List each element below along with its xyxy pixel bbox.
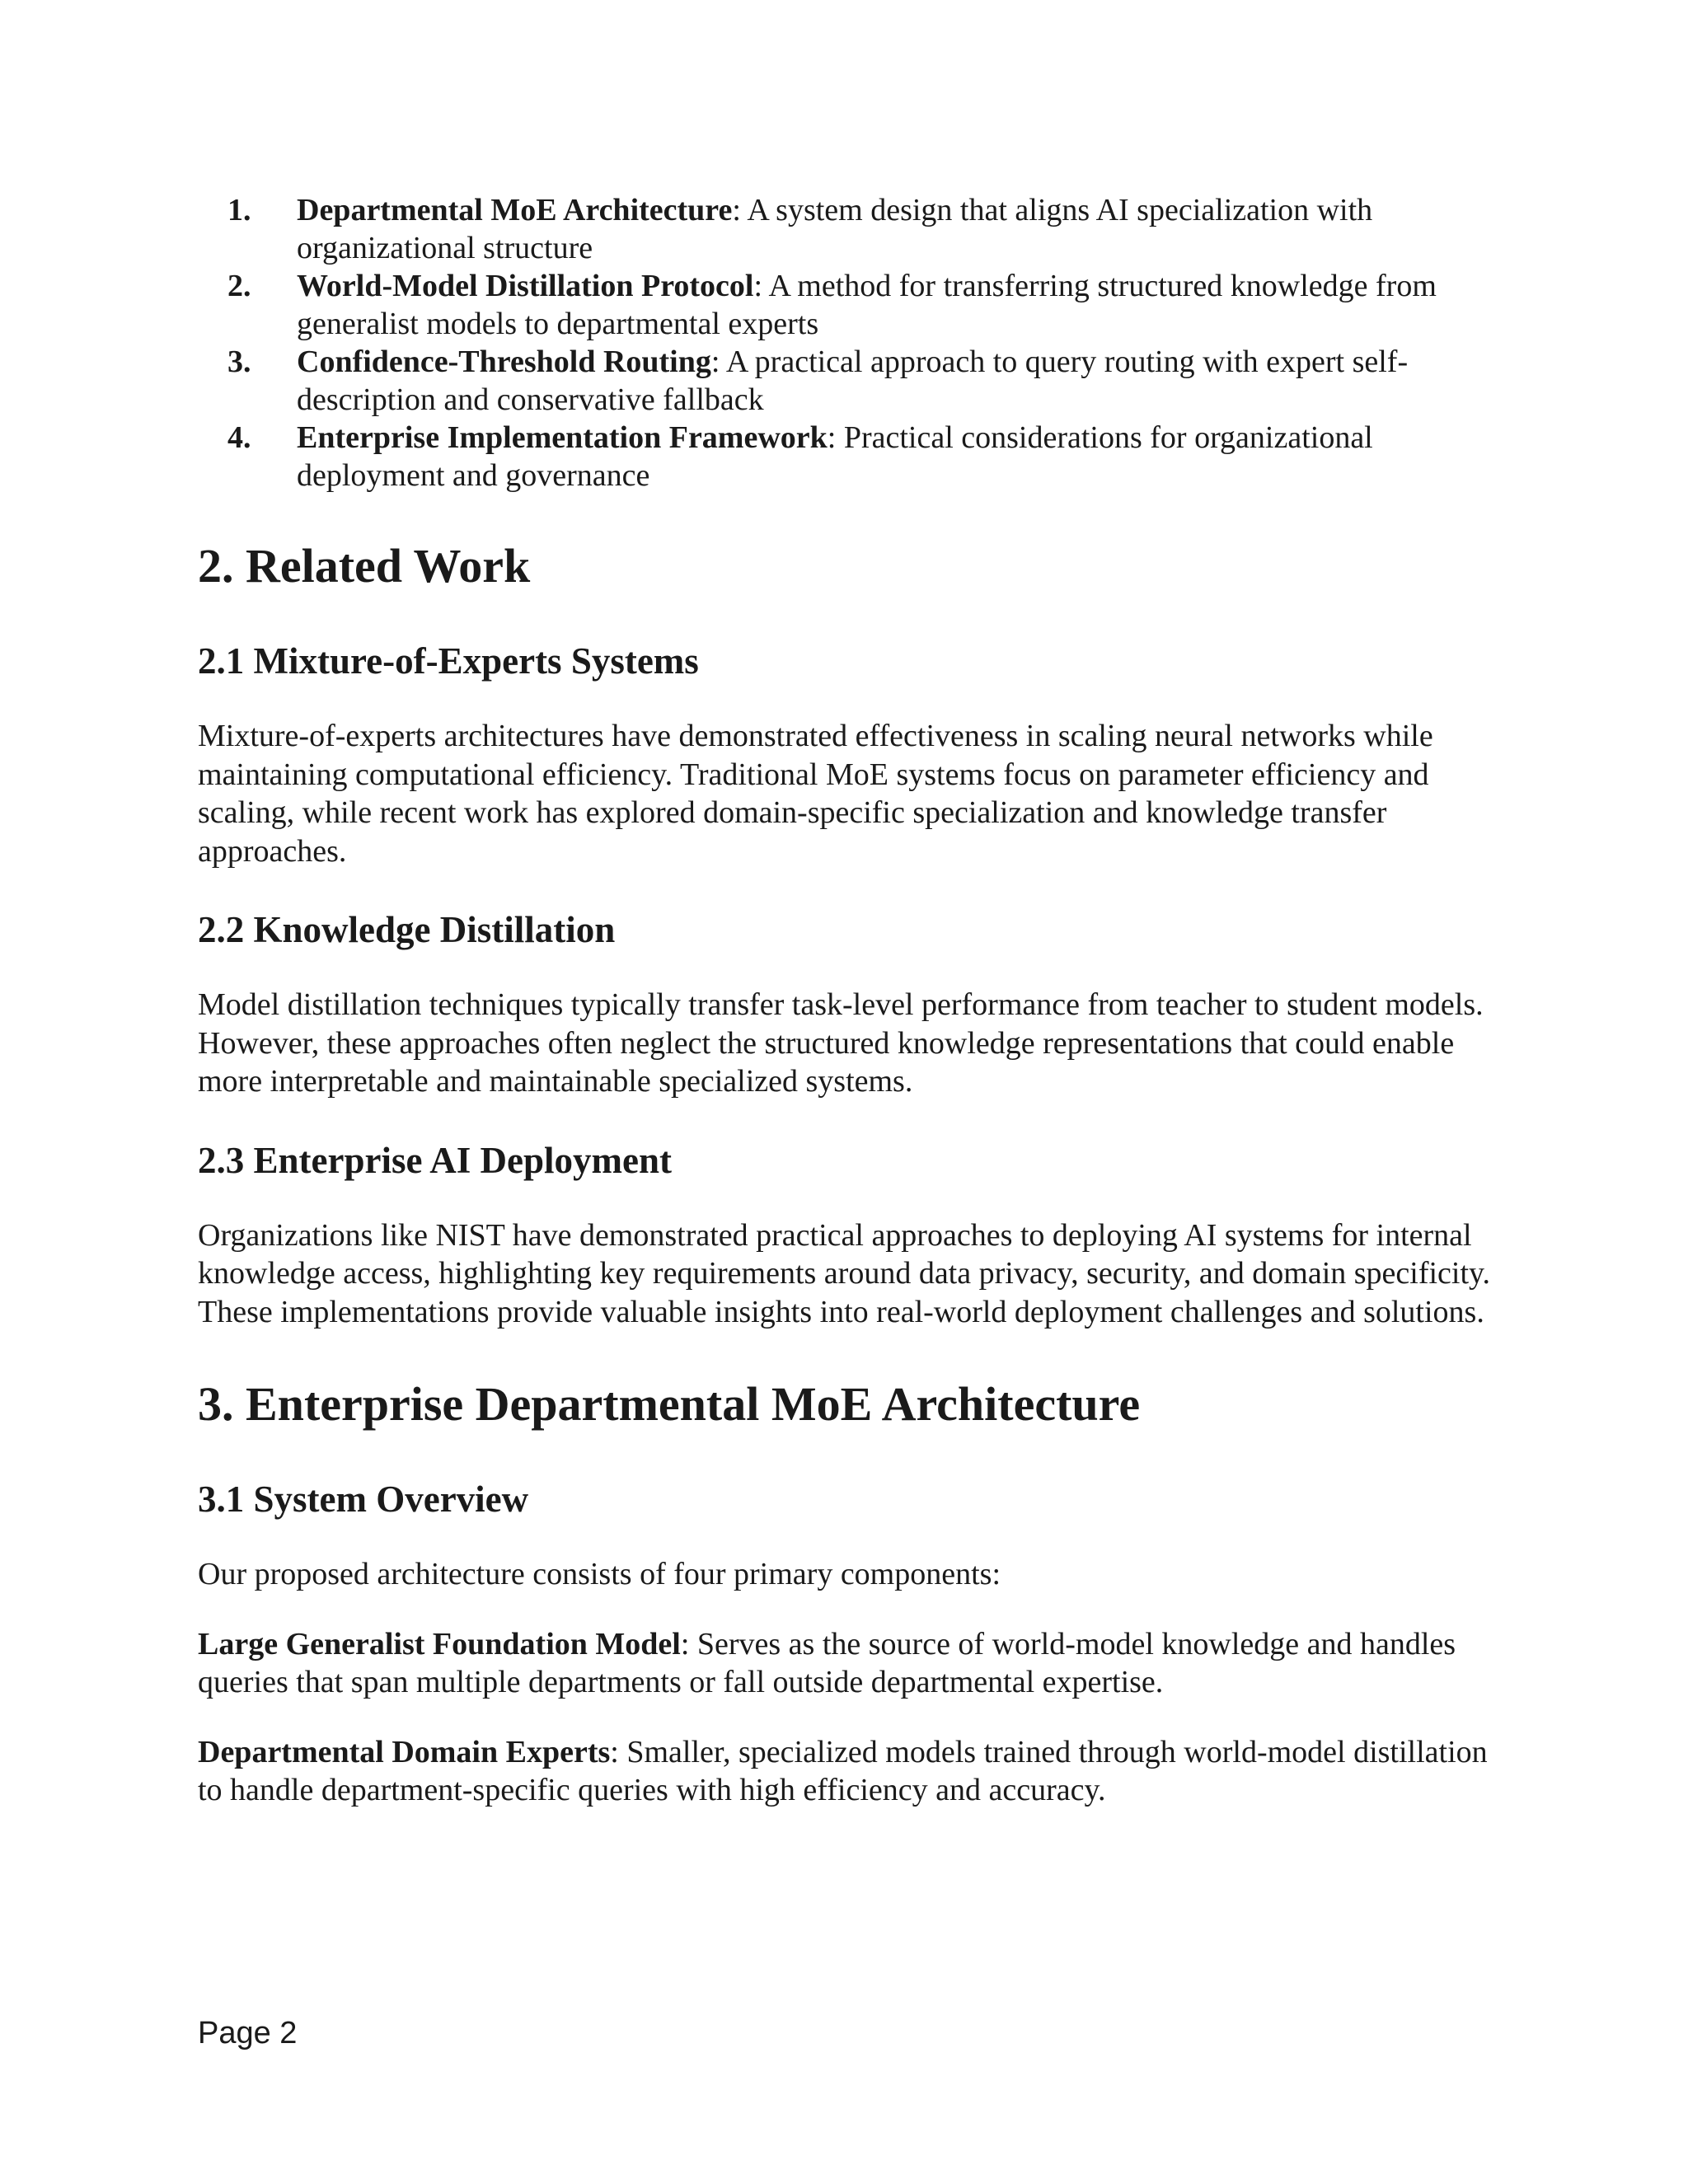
list-item bbox=[198, 191, 1492, 267]
paragraph-knowledge-distillation: Model distillation techniques typically transfer task-level performance from teacher to student models. However, these approaches often neglect the structured knowledge representations that could enable more interpretable and maintainable specialized systems. bbox=[198, 987, 1484, 1099]
list-item-text: : Practical considerations for organizational deployment and governance bbox=[297, 420, 1373, 493]
contributions-list bbox=[198, 191, 1492, 494]
component-title: Departmental Domain Experts bbox=[198, 1734, 611, 1769]
list-item-text: : A practical approach to query routing with expert self-description and conservative fallback bbox=[297, 344, 1409, 417]
component-text: : Smaller, specialized models trained through world-model distillation to handle department-specific queries with high efficiency and accuracy. bbox=[198, 1734, 1488, 1807]
list-item-title: Confidence-Threshold Routing bbox=[297, 344, 711, 379]
list-item-title: Enterprise Implementation Framework bbox=[297, 420, 828, 455]
list-item-number: 3. bbox=[227, 344, 251, 379]
list-item-text: : A system design that aligns AI specialization with organizational structure bbox=[297, 193, 1373, 265]
component-text: : Serves as the source of world-model knowledge and handles queries that span multiple departments or fall outside departmental expertise. bbox=[198, 1626, 1456, 1699]
paragraph-enterprise-ai: Organizations like NIST have demonstrated practical approaches to deploying AI systems for internal knowledge access, highlighting key requirements around data privacy, security, and domain specificity. These implementations provide valuable insights into real-world deployment challenges and solutions. bbox=[198, 1217, 1491, 1329]
section-heading-architecture: 3. Enterprise Departmental MoE Architecture bbox=[198, 1377, 1141, 1431]
subsection-heading-enterprise-ai: 2.3 Enterprise AI Deployment bbox=[198, 1139, 672, 1181]
list-item-title: World-Model Distillation Protocol bbox=[297, 269, 754, 303]
page-number: Page 2 bbox=[198, 2016, 298, 2050]
section-heading-related-work: 2. Related Work bbox=[198, 539, 531, 593]
paragraph-component bbox=[198, 1625, 1492, 1702]
list-item bbox=[198, 267, 1492, 343]
paragraph-component bbox=[198, 1733, 1492, 1810]
subsection-heading-system-overview: 3.1 System Overview bbox=[198, 1479, 529, 1520]
subsection-heading-knowledge-distillation: 2.2 Knowledge Distillation bbox=[198, 909, 616, 950]
subsection-heading-moe-systems: 2.1 Mixture-of-Experts Systems bbox=[198, 640, 699, 682]
page-content bbox=[198, 191, 1492, 1810]
list-item bbox=[198, 343, 1492, 419]
list-item-number: 4. bbox=[227, 420, 251, 455]
list-item-title: Departmental MoE Architecture bbox=[297, 193, 733, 227]
paragraph-system-overview-intro: Our proposed architecture consists of four primary components: bbox=[198, 1557, 1001, 1591]
component-title: Large Generalist Foundation Model bbox=[198, 1626, 681, 1661]
list-item-number: 2. bbox=[227, 269, 251, 303]
list-item-number: 1. bbox=[227, 193, 251, 227]
list-item-text: : A method for transferring structured knowledge from generalist models to departmental experts bbox=[297, 269, 1437, 341]
paragraph-moe-systems: Mixture-of-experts architectures have demonstrated effectiveness in scaling neural networks while maintaining computational efficiency. Traditional MoE systems focus on parameter efficiency and scaling, while recent work has explored domain-specific specialization and knowledge transfer approaches. bbox=[198, 719, 1433, 869]
list-item bbox=[198, 419, 1492, 494]
